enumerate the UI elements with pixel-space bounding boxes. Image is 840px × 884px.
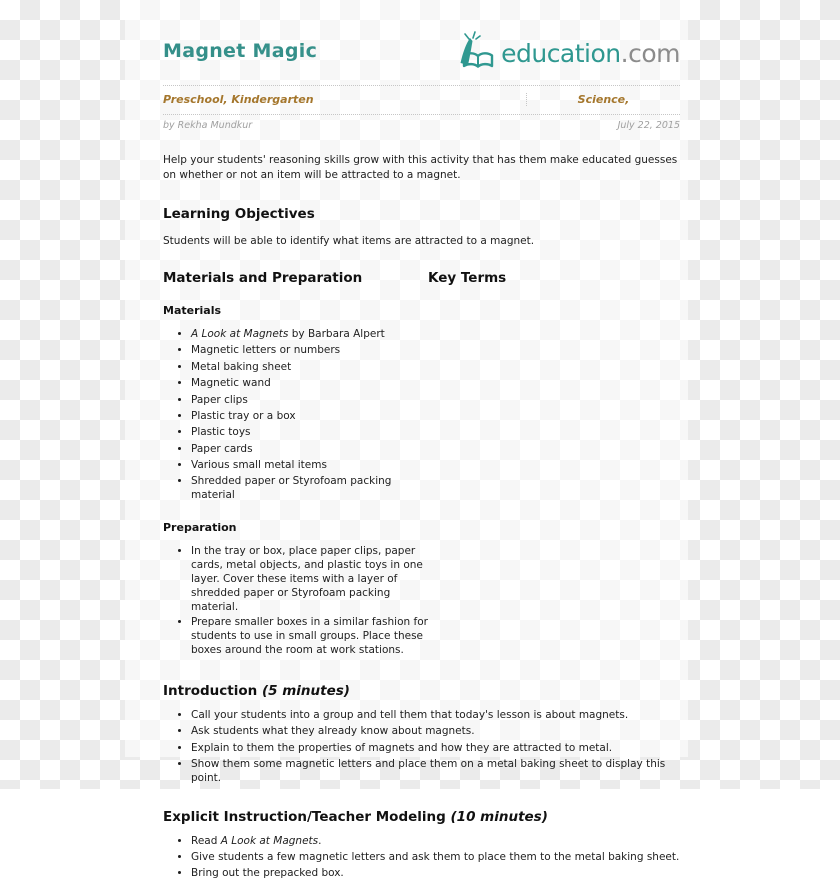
- read-prefix: Read: [191, 834, 221, 847]
- list-item: [191, 835, 680, 849]
- introduction-list: [163, 709, 680, 786]
- materials-and-preparation-column: [163, 270, 428, 660]
- read-suffix: .: [318, 834, 322, 847]
- list-item: • Prepare smaller boxes in a similar fashion for students to use in small groups. Place these boxes around the room at work stations.: [191, 616, 428, 658]
- list-item: • Various small metal items: [191, 459, 428, 473]
- learning-objectives-text: Students will be able to identify what items are attracted to a magnet.: [163, 235, 535, 248]
- subject-label: Science,: [526, 93, 680, 106]
- key-terms-heading: Key Terms: [428, 270, 507, 287]
- logo-text-com: .com: [620, 38, 680, 68]
- materials-list: [163, 328, 428, 503]
- explicit-instruction-heading: [163, 809, 680, 825]
- preparation-subheading: Preparation: [163, 521, 237, 535]
- key-terms-column: [428, 270, 680, 660]
- list-item: • Magnetic wand: [191, 377, 428, 391]
- document-page: [125, 0, 688, 880]
- introduction-duration: (5 minutes): [261, 682, 350, 699]
- byline-row: [163, 115, 680, 131]
- page-title: Magnet Magic: [163, 40, 318, 62]
- list-item: • Paper clips: [191, 394, 428, 408]
- introduction-heading-text: Introduction: [163, 682, 258, 699]
- logo-wordmark: [501, 38, 680, 68]
- list-item: • Shredded paper or Styrofoam packing material: [191, 475, 428, 503]
- list-item: • Ask students what they already know about magnets.: [191, 725, 680, 739]
- preparation-list: [163, 545, 428, 658]
- explicit-instruction-duration: (10 minutes): [450, 808, 548, 825]
- list-item: • Plastic toys: [191, 426, 428, 440]
- introduction-heading: [163, 683, 680, 699]
- meta-tags-row: [163, 86, 680, 115]
- list-item: • Give students a few magnetic letters and ask them to place them to the metal baking sheet.: [191, 851, 680, 865]
- explicit-instruction-list: [163, 835, 680, 882]
- list-item: [191, 328, 428, 342]
- open-book-icon: [455, 30, 499, 76]
- intro-paragraph: Help your students' reasoning skills grow with this activity that has them make educated guesses on whether or not an item will be attracted to a magnet.: [163, 154, 678, 182]
- list-item: • Metal baking sheet: [191, 361, 428, 375]
- book-title: A Look at Magnets: [220, 834, 319, 847]
- publish-date: July 22, 2015: [617, 120, 680, 131]
- two-column-section: [163, 270, 680, 660]
- list-item: • In the tray or box, place paper clips, paper cards, metal objects, and plastic toys in one layer. Cover these items with a layer of shredded paper or Styrofoam packing material.: [191, 545, 428, 614]
- author-byline: by Rekha Mundkur: [163, 120, 253, 131]
- list-item: • Explain to them the properties of magnets and how they are attracted to metal.: [191, 742, 680, 756]
- document-header: [163, 30, 680, 86]
- list-item: • Paper cards: [191, 443, 428, 457]
- learning-objectives-heading: Learning Objectives: [163, 206, 315, 223]
- list-item: • Bring out the prepacked box.: [191, 867, 680, 881]
- materials-subheading: Materials: [163, 304, 222, 318]
- document-content: [163, 0, 680, 884]
- list-item: • Call your students into a group and tell them that today's lesson is about magnets.: [191, 709, 680, 723]
- grade-levels-label: Preschool, Kindergarten: [163, 93, 314, 106]
- list-item: • Show them some magnetic letters and place them on a metal baking sheet to display this point.: [191, 758, 680, 786]
- list-item: • Plastic tray or a box: [191, 410, 428, 424]
- explicit-instruction-heading-text: Explicit Instruction/Teacher Modeling: [163, 808, 446, 825]
- book-author: by Barbara Alpert: [288, 328, 385, 341]
- education-com-logo: [455, 30, 680, 76]
- list-item: • Magnetic letters or numbers: [191, 344, 428, 358]
- materials-and-preparation-heading: Materials and Preparation: [163, 270, 363, 287]
- logo-text-education: education: [501, 38, 621, 68]
- book-title: A Look at Magnets: [191, 328, 289, 341]
